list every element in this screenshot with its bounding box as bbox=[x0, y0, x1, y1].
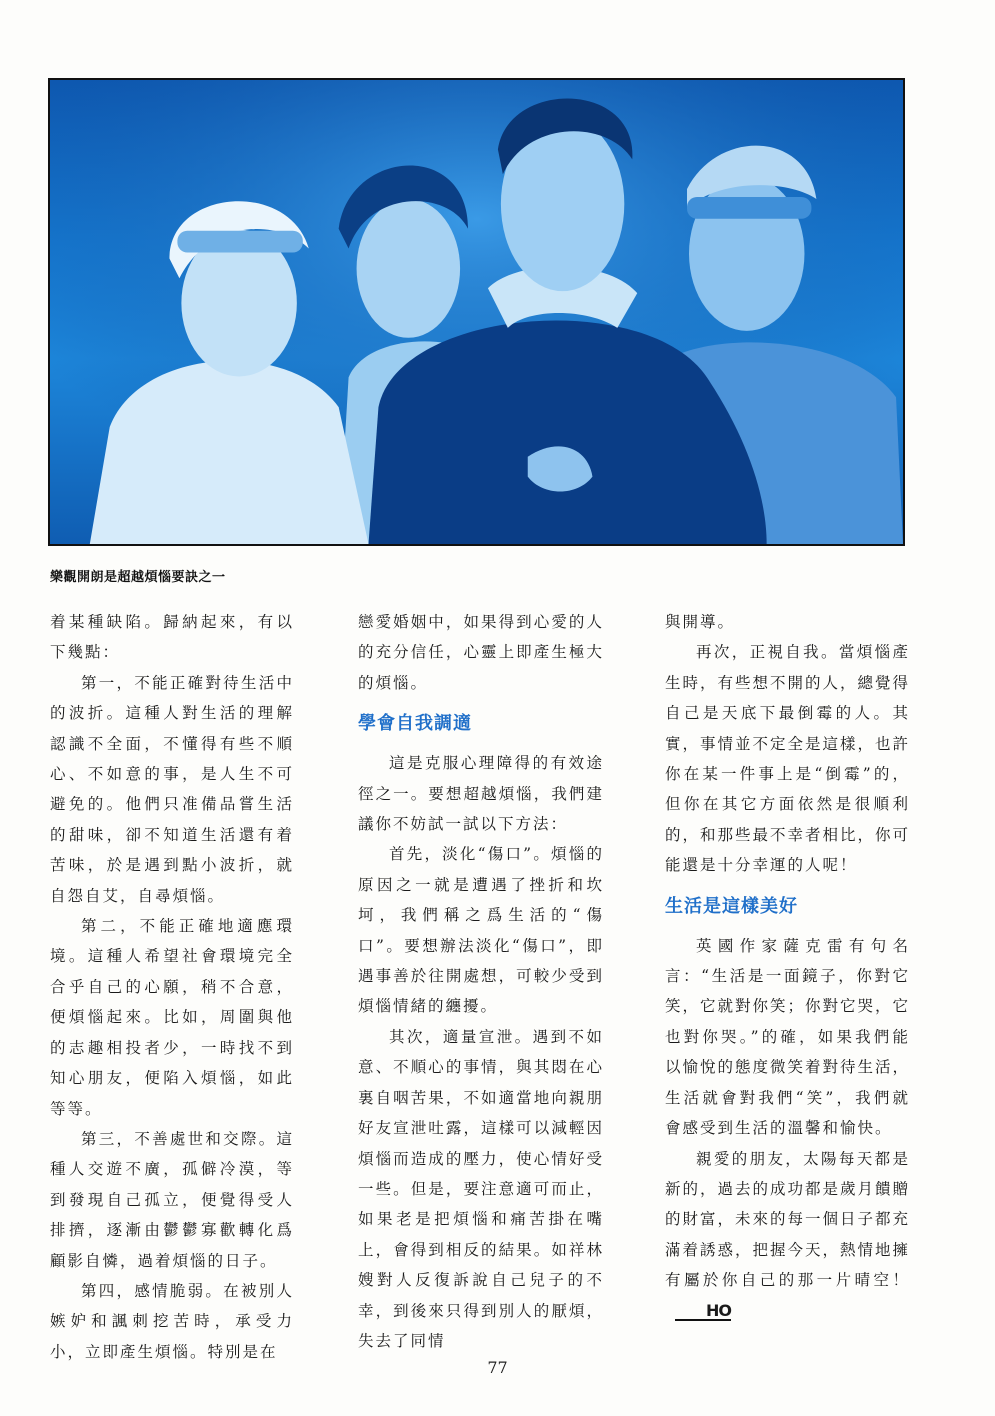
section-heading-self-adjust: 學會自我調適 bbox=[358, 713, 472, 735]
page-number: 77 bbox=[487, 1358, 508, 1377]
paragraph: 首先，淡化“傷口”。煩惱的原因之一就是遭遇了挫折和坎坷，我們稱之爲生活的“傷口”。要想辦法淡化“傷口”，即遇事善於往開處想，可較少受到煩惱情緒的纏擾。 bbox=[358, 845, 604, 1016]
paragraph: 英國作家薩克雷有句名言：“生活是一面鏡子，你對它笑，它就對你笑；你對它哭，它也對你哭。”的確，如果我們能以愉悅的態度微笑着對待生活，生活就會對我們“笑”，我們就會感受到生活的溫馨和愉快。 bbox=[665, 936, 911, 1138]
paragraph bbox=[665, 1144, 910, 1326]
paragraph: 着某種缺陷。歸納起來，有以下幾點： bbox=[50, 613, 294, 662]
paragraph: 其次，適量宣泄。遇到不如意、不順心的事情，與其悶在心裏自咽苦果，不如適當地向親朋好友宣泄吐露，這樣可以減輕因煩惱而造成的壓力，使心情好受一些。但是，要注意適可而止，如果老是把煩惱和痛苦掛在嘴上，會得到相反的結果。如祥林嫂對人反復訴說自己兒子的不幸，到後來只得到別人的厭煩，失去了同情 bbox=[358, 1027, 604, 1350]
article-column-2 bbox=[358, 607, 604, 1356]
paragraph: 第一，不能正確對待生活中的波折。這種人對生活的理解認識不全面，不懂得有些不順心、不如意的事，是人生不可避免的。他們只准備品嘗生活的甜味，卻不知道生活還有着苦味，於是遇到點小波折，就自怨自艾，自尋煩惱。 bbox=[50, 673, 294, 905]
paragraph: 第三，不善處世和交際。這種人交遊不廣，孤僻冷漠，等到發現自己孤立，便覺得受人排擠，逐漸由鬱鬱寡歡轉化爲顧影自憐，過着煩惱的日子。 bbox=[50, 1129, 294, 1270]
paragraph: 這是克服心理障得的有效途徑之一。要想超越煩惱，我們建議你不妨試一試以下方法： bbox=[358, 754, 604, 834]
paragraph: 第四，感情脆弱。在被別人嫉妒和諷刺挖苦時，承受力小，立即產生煩惱。特別是在 bbox=[50, 1281, 294, 1361]
article-column-3 bbox=[665, 607, 910, 1326]
paragraph: 與開導。 bbox=[665, 613, 736, 631]
photo-caption: 樂觀開朗是超越煩惱要訣之一 bbox=[50, 570, 226, 585]
photo-illustration bbox=[50, 80, 903, 544]
paragraph: 第二，不能正確地適應環境。這種人希望社會環境完全合乎自己的心願，稍不合意，便煩惱起來。比如，周圍與他的志趣相投者少，一時找不到知心朋友，便陷入煩惱，如此等等。 bbox=[50, 917, 294, 1118]
magazine-logo-icon: HO bbox=[675, 1303, 731, 1321]
closing-text: 親愛的朋友，太陽每天都是新的，過去的成功都是歲月饋贈的財富，未來的每一個日子都充滿着誘惑，把握今天，熱情地擁有屬於你自己的那一片晴空！ bbox=[665, 1149, 911, 1290]
paragraph: 再次，正視自我。當煩惱產生時，有些想不開的人，總覺得自己是天底下最倒霉的人。其實，事情並不定全是這樣，也許你在某一件事上是“倒霉”的，但你在其它方面依然是很順利的，和那些最不幸者相比，你可能還是十分幸運的人呢！ bbox=[665, 643, 911, 875]
article-column-1 bbox=[50, 607, 294, 1367]
article-photo bbox=[48, 78, 905, 546]
paragraph: 戀愛婚姻中，如果得到心愛的人的充分信任，心靈上即產生極大的煩惱。 bbox=[358, 613, 604, 692]
section-heading-life-beautiful: 生活是這樣美好 bbox=[665, 895, 798, 917]
